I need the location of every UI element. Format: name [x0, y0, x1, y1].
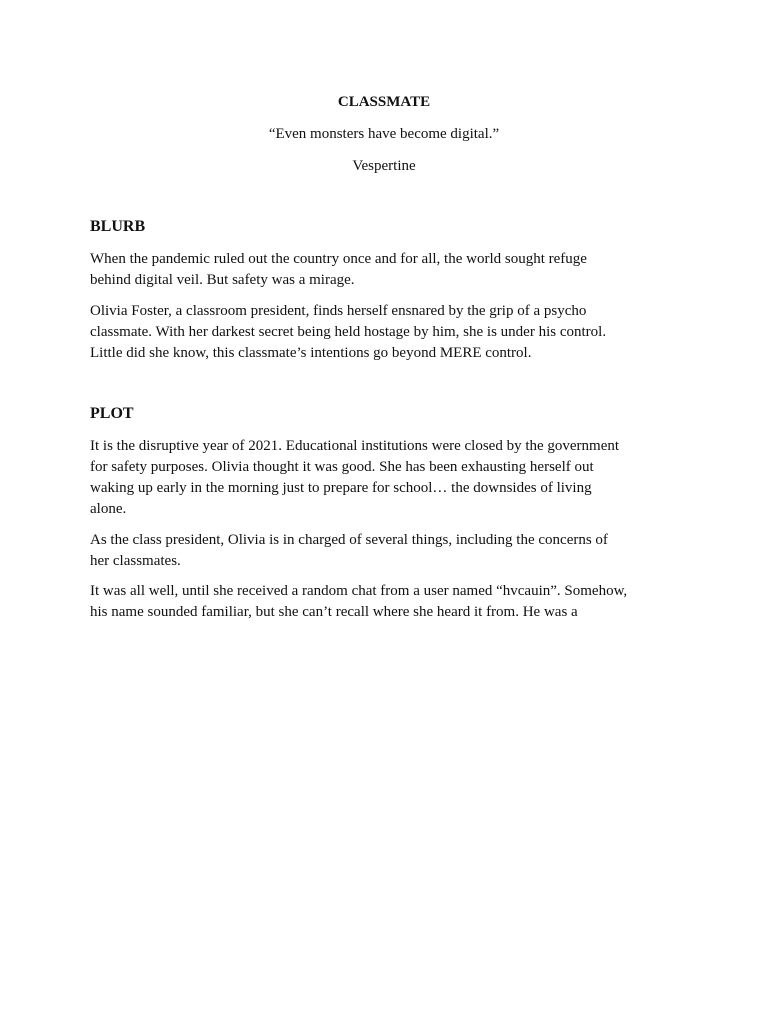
plot-heading: PLOT: [90, 405, 134, 422]
text-line: classmate. With her darkest secret being held hostage by him, she is under his control.: [90, 324, 607, 340]
document-title: CLASSMATE: [337, 94, 431, 110]
text-line: his name sounded familiar, but she can’t recall where she heard it from. He was a: [90, 604, 578, 620]
blurb-paragraph: [90, 249, 690, 291]
plot-paragraph: [90, 530, 690, 572]
text-line: for safety purposes. Olivia thought it was good. She has been exhausting herself out: [90, 459, 594, 475]
blurb-paragraph: [90, 301, 690, 364]
text-line: It was all well, until she received a random chat from a user named “hvcauin”. Somehow,: [90, 583, 628, 599]
text-line: alone.: [90, 501, 127, 517]
plot-paragraph: [90, 436, 690, 520]
text-line: As the class president, Olivia is in charged of several things, including the concerns of: [90, 532, 608, 548]
author-name: Vespertine: [352, 158, 416, 174]
text-line: waking up early in the morning just to prepare for school… the downsides of living: [90, 480, 592, 496]
text-line: Olivia Foster, a classroom president, finds herself ensnared by the grip of a psycho: [90, 303, 587, 319]
text-line: her classmates.: [90, 553, 181, 569]
text-line: When the pandemic ruled out the country once and for all, the world sought refuge: [90, 251, 587, 267]
text-line: behind digital veil. But safety was a mirage.: [90, 272, 355, 288]
text-line: Little did she know, this classmate’s intentions go beyond MERE control.: [90, 345, 532, 361]
blurb-heading: BLURB: [90, 218, 146, 235]
epigraph: “Even monsters have become digital.”: [268, 126, 500, 142]
plot-paragraph: [90, 581, 690, 623]
text-line: It is the disruptive year of 2021. Educational institutions were closed by the government: [90, 438, 620, 454]
